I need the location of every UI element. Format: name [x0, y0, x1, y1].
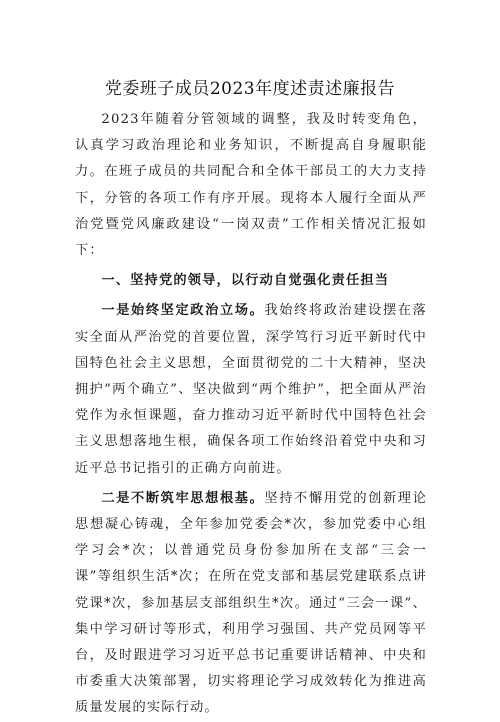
section-heading: 一、坚持党的领导，以行动自觉强化责任担当: [101, 273, 390, 289]
intro-paragraph: 2023年随着分管领域的调整，我及时转变角色，认真学习政治理论和业务知识，不断提高自身履职能力。在班子成员的共同配合和全体干部员工的大力支持下，分管的各项工作有序开展。现将本人履行全面从严治党暨党风廉政建设“一岗双责”工作相关情况汇报如下：: [75, 112, 427, 259]
document-title: 党委班子成员2023年度述责述廉报告: [104, 79, 396, 99]
paragraph-text: 坚持不懈用党的创新理论思想凝心铸魂，全年参加党委会*次，参加党委中心组学习会*次；以普通党员身份参加所在支部“三会一课”等组织生活*次；在所在党支部和基层党建联系点讲党课*次，参加基层支部组织生*次。通过“三会一课”、集中学习研讨等形式，利用学习强国、共产党员网等平台，及时跟进学习习近平总书记重要讲话精神、中央和市委重大决策部署，切实将理论学习成效转化为推进高质量发展的实际行动。: [75, 490, 428, 716]
paragraph-lead: 二是不断筑牢思想根基。: [101, 490, 265, 506]
paragraph-political-stance: [75, 298, 427, 481]
document-body: [75, 107, 427, 722]
paragraph-lead: 一是始终坚定政治立场。: [101, 303, 265, 319]
paragraph-ideological-foundation: [75, 486, 427, 722]
paragraph-text: 我始终将政治建设摆在落实全面从严治党的首要位置，深学笃行习近平新时代中国特色社会主义思想，全面贯彻党的二十大精神，坚决拥护“两个确立”、坚决做到“两个维护”，把全面从严治党作为永恒课题，奋力推动习近平新时代中国特色社会主义思想落地生根，确保各项工作始终沿着党中央和习近平总书记指引的正确方向前进。: [75, 303, 428, 476]
